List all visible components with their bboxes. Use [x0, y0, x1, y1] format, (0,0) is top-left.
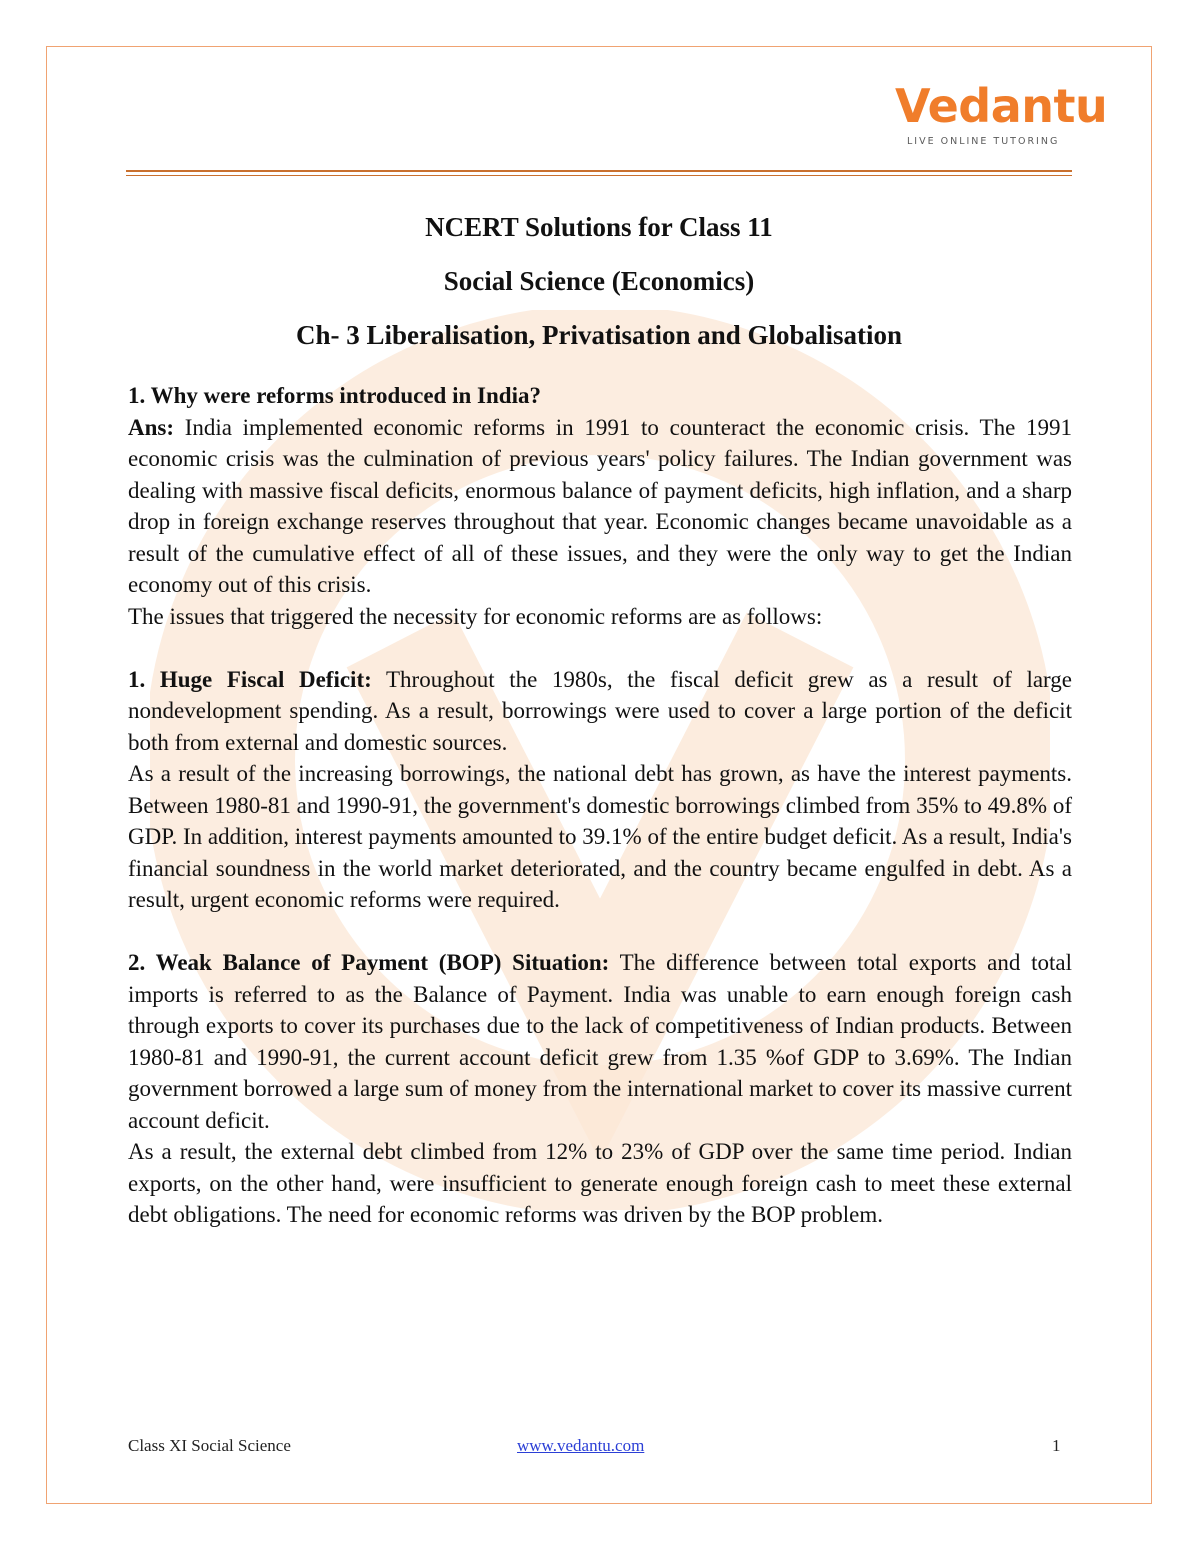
header-rule-thin — [126, 175, 1072, 176]
issues-intro: The issues that triggered the necessity for economic reforms are as follows: — [128, 603, 823, 629]
header-rule-thick — [126, 170, 1072, 172]
title-block — [126, 200, 1072, 362]
point-1-heading: 1. Huge Fiscal Deficit: — [128, 666, 372, 692]
footer-class-label: Class XI Social Science — [128, 1436, 291, 1455]
title-line-1: NCERT Solutions for Class 11 — [425, 212, 773, 242]
vedantu-logo — [895, 79, 1108, 152]
document-body — [128, 380, 1072, 1231]
point-2-paragraph-2: As a result, the external debt climbed from 12% to 23% of GDP over the same time period. Indian exports, on the other hand, were insufficient to generate enough foreign cash to meet these external debt obligations. The need for economic reforms was driven by the BOP problem. — [128, 1139, 1072, 1227]
title-line-2: Social Science (Economics) — [443, 266, 755, 296]
point-1-paragraph — [128, 664, 1072, 759]
point-2-paragraph — [128, 947, 1072, 1136]
point-2-heading: 2. Weak Balance of Payment (BOP) Situation: — [128, 950, 610, 975]
ans-text: India implemented economic reforms in 1991 to counteract the economic crisis. The 1991 economic crisis was the culmination of previous years' policy failures. The Indian government was dealing with massive fiscal deficits, enormous balance of payment deficits, high inflation, and a sharp drop in foreign exchange reserves throughout that year. Economic changes became unavoidable as a result of the cumulative effect of all of these issues, and they were the only way to get the Indian economy out of this crisis. — [128, 414, 1072, 597]
point-1-text: Throughout the 1980s, the fiscal deficit grew as a result of large nondevelopment spending. As a result, borrowings were used to cover a large portion of the deficit both from external and domestic sources. — [128, 666, 1072, 755]
question-heading: 1. Why were reforms introduced in India? — [128, 383, 541, 408]
point-2-text: The difference between total exports and total imports is referred to as the Balance of Payment. India was unable to earn enough foreign cash through exports to cover its purchases due to the lack of competitiveness of Indian products. Between 1980-81 and 1990-91, the current account deficit grew from 1.35 %of GDP to 3.69%. The Indian government borrowed a large sum of money from the international market to cover its massive current account deficit. — [128, 950, 1073, 1133]
answer-paragraph — [128, 412, 1072, 601]
logo-tagline: LIVE ONLINE TUTORING — [907, 136, 1060, 147]
ans-label: Ans: — [128, 414, 175, 440]
logo-wordmark: Vedantu — [895, 79, 1108, 133]
footer-website-link[interactable]: www.vedantu.com — [517, 1436, 645, 1455]
title-line-3: Ch- 3 Liberalisation, Privatisation and Globalisation — [295, 320, 903, 350]
page-number: 1 — [1052, 1436, 1061, 1455]
point-1-paragraph-2: As a result of the increasing borrowings, the national debt has grown, as have the interest payments. Between 1980-81 and 1990-91, the government's domestic borrowings climbed from 35% to 49.8% of GDP. In addition, interest payments amounted to 39.1% of the entire budget deficit. As a result, India's financial soundness in the world market deteriorated, and the country became engulfed in debt. As a result, urgent economic reforms were required. — [128, 761, 1072, 912]
